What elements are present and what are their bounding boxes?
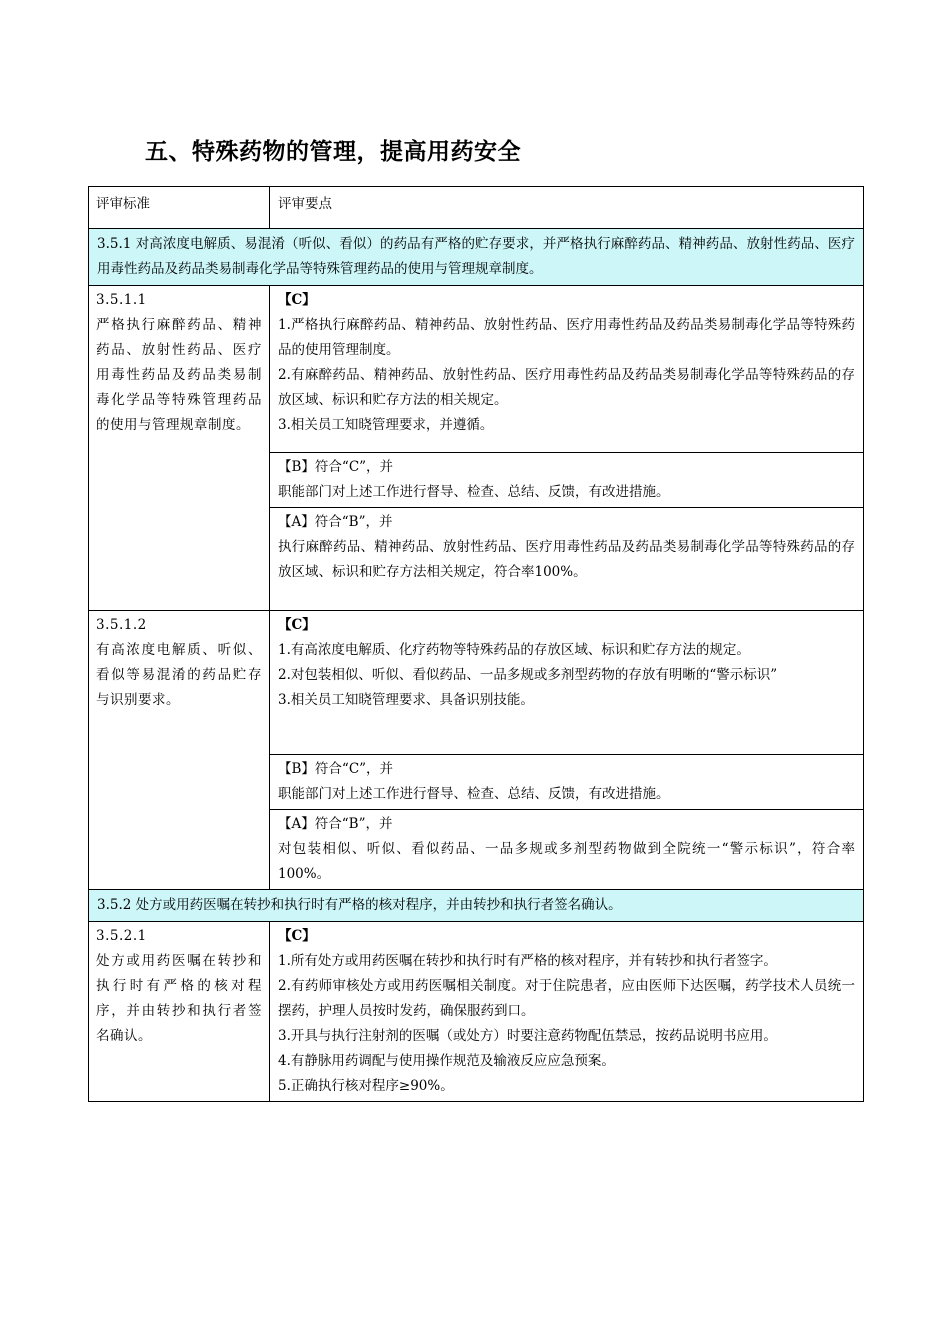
- review-standards-table: [88, 186, 864, 1102]
- grade-a-text: 对包装相似、听似、看似药品、一品多规或多剂型药物做到全院统一“警示标识”，符合率100%。: [278, 841, 855, 882]
- item-3-5-2-1-cell: [89, 922, 270, 1102]
- standard-3-5-1: 3.5.1 对高浓度电解质、易混淆（听似、看似）的药品有严格的贮存要求，并严格执行麻醉药品、精神药品、放射性药品、医疗用毒性药品及药品类易制毒化学品等特殊管理药品的使用与管理规章制度。: [89, 229, 864, 286]
- grade-a-cell: [270, 508, 864, 611]
- grade-a-cell: [270, 810, 864, 890]
- grade-c-label: 【C】: [278, 928, 316, 944]
- grade-c-line: 5.正确执行核对程序≥90%。: [278, 1078, 454, 1094]
- grade-c-cell: [270, 922, 864, 1102]
- grade-b-label: 【B】符合“C”，并: [278, 761, 394, 777]
- grade-c-line: 2.有药师审核处方或用药医嘱相关制度。对于住院患者，应由医师下达医嘱，药学技术人员统一摆药，护理人员按时发药，确保服药到口。: [278, 978, 855, 1019]
- table-row: [89, 286, 864, 453]
- item-3-5-1-2-cell: [89, 611, 270, 890]
- grade-b-cell: [270, 453, 864, 508]
- grade-c-cell: [270, 611, 864, 755]
- table-row: [89, 611, 864, 755]
- standard-band-row: [89, 890, 864, 922]
- grade-c-line: 2.对包装相似、听似、看似药品、一品多规或多剂型药物的存放有明晰的“警示标识”: [278, 667, 778, 683]
- table-row: [89, 922, 864, 1102]
- grade-c-line: 3.相关员工知晓管理要求，并遵循。: [278, 417, 494, 433]
- grade-c-label: 【C】: [278, 292, 316, 308]
- item-code: 3.5.2.1: [96, 928, 147, 944]
- grade-c-line: 1.有高浓度电解质、化疗药物等特殊药品的存放区域、标识和贮存方法的规定。: [278, 642, 750, 658]
- item-text: 严格执行麻醉药品、精神药品、放射性药品、医疗用毒性药品及药品类易制毒化学品等特殊管理药品的使用与管理规章制度。: [96, 317, 262, 433]
- grade-c-line: 3.相关员工知晓管理要求、具备识别技能。: [278, 692, 534, 708]
- grade-c-line: 4.有静脉用药调配与使用操作规范及输液反应应急预案。: [278, 1053, 615, 1069]
- item-text: 处方或用药医嘱在转抄和执行时有严格的核对程序，并由转抄和执行者签名确认。: [96, 953, 262, 1044]
- item-3-5-1-1-cell: [89, 286, 270, 611]
- grade-b-text: 职能部门对上述工作进行督导、检查、总结、反馈，有改进措施。: [278, 484, 670, 500]
- table-header-row: [89, 187, 864, 229]
- grade-a-label: 【A】符合“B”，并: [278, 514, 393, 530]
- grade-b-label: 【B】符合“C”，并: [278, 459, 394, 475]
- standard-3-5-2: 3.5.2 处方或用药医嘱在转抄和执行时有严格的核对程序，并由转抄和执行者签名确认。: [89, 890, 864, 922]
- grade-c-line: 1.严格执行麻醉药品、精神药品、放射性药品、医疗用毒性药品及药品类易制毒化学品等特殊药品的使用管理制度。: [278, 317, 855, 358]
- grade-c-line: 3.开具与执行注射剂的医嘱（或处方）时要注意药物配伍禁忌，按药品说明书应用。: [278, 1028, 777, 1044]
- grade-b-cell: [270, 755, 864, 810]
- item-code: 3.5.1.1: [96, 292, 147, 308]
- header-key-points: 评审要点: [270, 187, 864, 229]
- item-code: 3.5.1.2: [96, 617, 147, 633]
- grade-b-text: 职能部门对上述工作进行督导、检查、总结、反馈，有改进措施。: [278, 786, 670, 802]
- page-title: 五、特殊药物的管理，提高用药安全: [145, 139, 521, 165]
- grade-c-label: 【C】: [278, 617, 316, 633]
- grade-c-line: 2.有麻醉药品、精神药品、放射性药品、医疗用毒性药品及药品类易制毒化学品等特殊药品的存放区域、标识和贮存方法的相关规定。: [278, 367, 855, 408]
- grade-a-label: 【A】符合“B”，并: [278, 816, 393, 832]
- header-standard: 评审标准: [89, 187, 270, 229]
- item-text: 有高浓度电解质、听似、看似等易混淆的药品贮存与识别要求。: [96, 642, 262, 708]
- standard-band-row: [89, 229, 864, 286]
- grade-a-text: 执行麻醉药品、精神药品、放射性药品、医疗用毒性药品及药品类易制毒化学品等特殊药品的存放区域、标识和贮存方法相关规定，符合率100%。: [278, 539, 855, 580]
- grade-c-cell: [270, 286, 864, 453]
- grade-c-line: 1.所有处方或用药医嘱在转抄和执行时有严格的核对程序，并有转抄和执行者签字。: [278, 953, 777, 969]
